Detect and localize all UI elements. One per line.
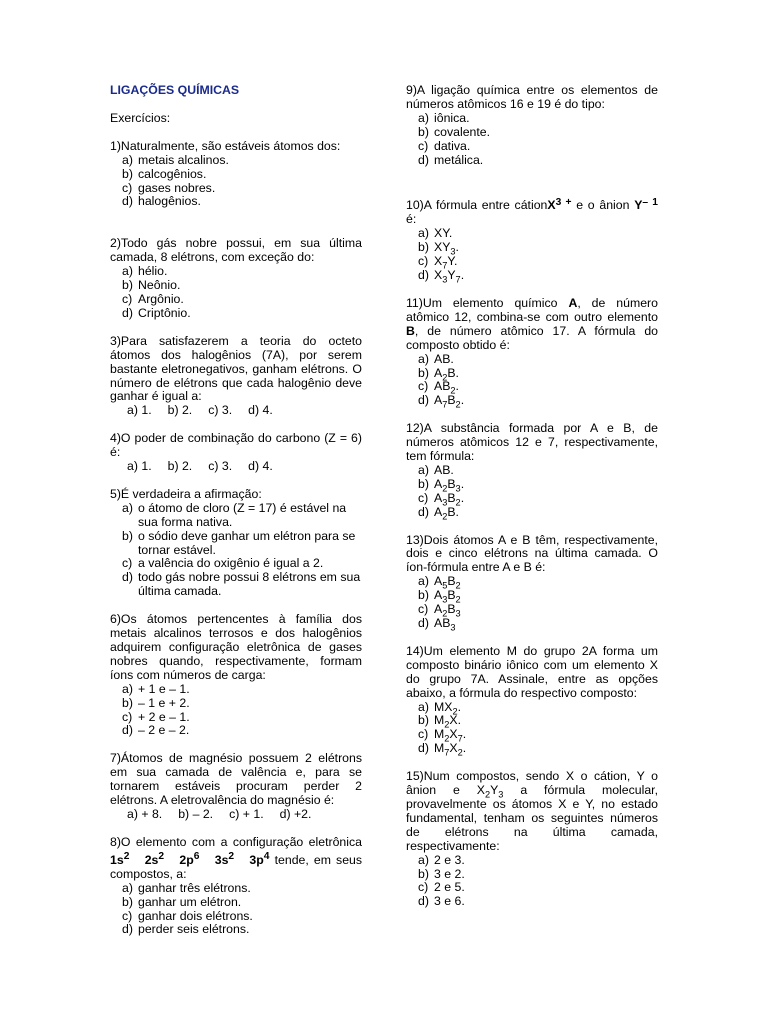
question-text: 15)Num compostos, sendo X o cátion, Y o ânion e $X_2Y_3$ a fórmula molecular, provavelmente os átomos X e Y, no estado fundamental, tenham os seguintes números de elétrons na última camada, respectivamente:: [406, 769, 659, 853]
option-text: $A_2B_3$: [434, 602, 461, 619]
question-text: [110, 836, 362, 882]
option-text: ganhar um elétron.: [138, 894, 242, 909]
option-text: hélio.: [138, 264, 168, 279]
question-11: [406, 297, 658, 408]
question-3: [110, 335, 362, 418]
option-item: [110, 711, 362, 725]
question-1: [110, 140, 362, 210]
options: [406, 701, 658, 757]
option-item: [406, 241, 658, 255]
option-letter: a): [122, 500, 133, 515]
options: [110, 683, 362, 739]
option-item: [110, 882, 362, 896]
option-text: $AB_2$.: [434, 379, 459, 396]
inline-option: d) 4.: [248, 403, 273, 418]
question-14: [406, 645, 658, 756]
option-text: $A_2B_3$.: [434, 476, 465, 494]
option-item: [110, 530, 362, 558]
option-text: iônica.: [434, 110, 470, 125]
option-text: + 2 e – 1.: [138, 709, 190, 724]
option-item: [110, 307, 362, 321]
question-8: [110, 836, 362, 937]
options: [406, 353, 658, 409]
options: [110, 154, 362, 210]
option-letter: d): [122, 305, 133, 320]
option-item: [406, 895, 658, 909]
question-7: [110, 752, 362, 822]
option-text: AB.: [434, 351, 454, 366]
inline-option: c) 3.: [208, 459, 233, 474]
option-text: 3 e 2.: [434, 866, 465, 881]
option-item: [406, 701, 658, 715]
option-letter: d): [122, 922, 133, 937]
option-item: [406, 742, 658, 756]
question-text: 3)Para satisfazerem a teoria do octeto átomos dos halogênios (7A), por serem bastante eletronegativos, ganham elétrons. O número de elétrons que cada halogênio deve ganhar é igual a:: [110, 333, 362, 404]
option-letter: b): [122, 278, 133, 293]
question-6: [110, 613, 362, 738]
anion-symbol: Y: [634, 198, 643, 213]
option-letter: c): [122, 180, 133, 195]
option-letter: b): [418, 124, 429, 139]
option-text: $A_2B$.: [434, 504, 459, 522]
option-item: [406, 112, 658, 126]
inline-option: b) – 2.: [178, 806, 214, 821]
element-b: B: [406, 323, 415, 338]
option-item: [406, 854, 658, 868]
option-letter: d): [122, 570, 133, 585]
option-letter: a): [122, 880, 133, 895]
option-letter: d): [418, 268, 429, 283]
option-text: $X_7Y$.: [434, 254, 458, 271]
option-text: perder seis elétrons.: [138, 922, 250, 937]
option-text: $A_3B_2$.: [434, 490, 465, 508]
inline-options: [110, 404, 362, 418]
inline-options: [110, 460, 362, 474]
option-item: [110, 697, 362, 711]
option-item: [110, 910, 362, 924]
option-item: [406, 589, 658, 603]
option-text: covalente.: [434, 124, 491, 139]
option-item: [406, 269, 658, 283]
inline-options: [110, 808, 362, 822]
question-9: [406, 84, 658, 167]
question-text: 7)Átomos de magnésio possuem 2 elétrons em sua camada de valência e, para se tornarem estáveis procuram perder 2 elétrons. A eletrovalência do magnésio é:: [110, 751, 362, 808]
option-text: o átomo de cloro (Z = 17) é estável na sua forma nativa.: [138, 500, 347, 529]
option-item: [110, 265, 362, 279]
option-item: [406, 617, 658, 631]
option-item: [406, 492, 658, 506]
cation-symbol: X: [547, 198, 556, 213]
option-item: [110, 154, 362, 168]
option-text: ganhar três elétrons.: [138, 880, 251, 895]
option-item: [406, 575, 658, 589]
options: [110, 265, 362, 321]
option-text: XY.: [434, 226, 453, 241]
inline-option: a) 1.: [127, 459, 152, 474]
option-letter: a): [418, 699, 429, 714]
option-item: [406, 506, 658, 520]
option-item: [406, 881, 658, 895]
option-text: halogênios.: [138, 194, 201, 209]
inline-option: c) + 1.: [229, 806, 264, 821]
question-text: 4)O poder de combinação do carbono (Z = 6) é:: [110, 431, 362, 460]
option-letter: d): [418, 616, 429, 630]
option-item: [406, 154, 658, 168]
inline-option: d) +2.: [279, 806, 312, 821]
option-letter: c): [122, 908, 133, 923]
option-text: $XY_3$.: [434, 240, 459, 257]
option-item: [406, 255, 658, 269]
option-letter: b): [418, 240, 429, 255]
option-item: [110, 896, 362, 910]
option-item: [110, 923, 362, 937]
option-item: [406, 868, 658, 882]
option-item: [110, 195, 362, 209]
option-letter: b): [418, 476, 429, 491]
option-letter: a): [418, 110, 429, 125]
options: [406, 112, 658, 168]
question-5: [110, 488, 362, 599]
option-text: $A_3B_2$: [434, 588, 461, 605]
option-letter: b): [418, 866, 429, 881]
question-13: [406, 534, 658, 631]
inline-option: b) 2.: [167, 459, 193, 474]
option-text: calcogênios.: [138, 166, 207, 181]
inline-option: b) 2.: [167, 403, 193, 418]
option-item: [110, 724, 362, 738]
option-letter: a): [122, 681, 133, 696]
option-text: $A_5B_2$: [434, 574, 461, 591]
inline-option: a) 1.: [127, 403, 152, 418]
question-text: 11)Um elemento químico A, de número atômico 12, combina-se com outro elemento B, de número atômico 17. A fórmula do composto obtido é:: [406, 295, 658, 352]
options: [406, 854, 658, 910]
option-item: [110, 502, 362, 530]
option-item: [406, 227, 658, 241]
option-text: a valência do oxigênio é igual a 2.: [138, 556, 324, 571]
option-text: Criptônio.: [138, 305, 191, 320]
option-text: $A_2B$.: [434, 365, 459, 382]
option-text: AB.: [434, 462, 454, 477]
option-text: + 1 e – 1.: [138, 681, 190, 696]
option-item: [406, 367, 658, 381]
option-item: [110, 293, 362, 307]
element-a: A: [568, 295, 578, 310]
option-letter: c): [122, 556, 133, 571]
option-text: Neônio.: [138, 278, 181, 293]
question-text: 2)Todo gás nobre possui, em sua última camada, 8 elétrons, com exceção do:: [110, 236, 362, 265]
option-letter: d): [122, 723, 133, 738]
question-text: 10)A fórmula entre cátionX$^{3 +}$ e o ânion $Y^{- 1}$ é:: [406, 196, 658, 227]
option-text: Argônio.: [138, 291, 184, 306]
option-letter: a): [418, 226, 429, 241]
options: [110, 502, 362, 599]
question-4: [110, 432, 362, 474]
document-title: LIGAÇÕES QUÍMICAS: [110, 83, 240, 97]
option-text: metálica.: [434, 152, 484, 167]
option-item: [406, 464, 658, 478]
question-text: 12)A substância formada por A e B, de números atômicos 12 e 7, respectivamente, tem fórmula:: [406, 421, 658, 464]
option-letter: c): [418, 379, 429, 394]
option-text: $M_2X$.: [434, 713, 462, 730]
option-text: ganhar dois elétrons.: [138, 908, 253, 923]
option-item: [406, 394, 658, 408]
option-letter: b): [418, 713, 429, 728]
option-text: $AB_3$: [434, 616, 456, 633]
option-letter: b): [122, 166, 133, 181]
question-text: 1)Naturalmente, são estáveis átomos dos:: [110, 138, 341, 153]
option-letter: b): [122, 528, 133, 543]
option-text: $M_2X_7$.: [434, 727, 467, 744]
option-text: 3 e 6.: [434, 894, 465, 909]
option-item: [110, 683, 362, 697]
option-letter: b): [122, 695, 133, 710]
option-text: $A_7B_2$.: [434, 393, 465, 410]
question-10: [406, 195, 658, 283]
option-text: metais alcalinos.: [138, 152, 229, 167]
option-letter: b): [418, 365, 429, 380]
option-letter: c): [418, 138, 429, 153]
option-text: 2 e 3.: [434, 852, 465, 867]
option-letter: a): [418, 852, 429, 867]
option-text: o sódio deve ganhar um elétron para se tornar estável.: [138, 528, 356, 557]
option-letter: c): [122, 709, 133, 724]
option-letter: d): [418, 152, 429, 167]
option-text: gases nobres.: [138, 180, 216, 195]
option-text: – 2 e – 2.: [138, 723, 190, 738]
option-item: [406, 126, 658, 140]
option-letter: a): [418, 574, 429, 589]
question-text: 14)Um elemento M do grupo 2A forma um composto binário iônico com um elemento X do grupo 7A. Assinale, entre as opções abaixo, a fórmula do respectivo composto:: [406, 643, 658, 700]
option-letter: c): [418, 490, 429, 505]
inline-option: c) 3.: [208, 403, 233, 418]
option-letter: b): [122, 894, 133, 909]
option-letter: c): [418, 602, 429, 617]
option-text: $MX_2$.: [434, 699, 462, 716]
option-letter: c): [418, 254, 429, 269]
option-item: [406, 728, 658, 742]
molecular-formula: $X_2Y_3$: [476, 783, 504, 800]
question-text: 9)A ligação química entre os elementos de números atômicos 16 e 19 é do tipo:: [406, 83, 658, 111]
option-letter: c): [418, 880, 429, 895]
electron-configuration: $1s^2$ $2s^2$ $2p^6$ $3s^2$ $3p^4$: [110, 850, 270, 867]
exercises-heading: Exercícios:: [110, 110, 171, 125]
option-item: [406, 353, 658, 367]
question-text: 5)É verdadeira a afirmação:: [110, 486, 262, 501]
option-letter: a): [122, 264, 133, 279]
option-text: dativa.: [434, 138, 471, 153]
option-letter: a): [122, 152, 133, 167]
option-item: [110, 168, 362, 182]
option-item: [110, 571, 362, 599]
option-item: [110, 557, 362, 571]
option-text: $X_3Y_7$.: [434, 268, 465, 285]
options: [406, 464, 658, 520]
option-item: [406, 380, 658, 394]
option-text: $M_7X_2$.: [434, 741, 467, 758]
left-column: [110, 84, 362, 937]
question-2: [110, 237, 362, 320]
option-item: [406, 714, 658, 728]
option-text: 2 e 5.: [434, 880, 465, 895]
question-12: [406, 421, 658, 522]
option-letter: b): [418, 588, 429, 603]
option-item: [110, 279, 362, 293]
question-text-end: tende, em seus compostos, a:: [110, 852, 363, 881]
option-item: [406, 603, 658, 617]
option-letter: c): [122, 291, 133, 306]
option-item: [406, 478, 658, 492]
question-text-start: 8)O elemento com a configuração eletrônica: [110, 834, 362, 849]
question-text: 13)Dois átomos A e B têm, respectivamente, dois e cinco elétrons na última camada. O íon-fórmula entre A e B é:: [406, 532, 658, 575]
options: [406, 227, 658, 283]
option-letter: d): [122, 194, 133, 209]
option-letter: a): [418, 351, 429, 366]
option-item: [110, 182, 362, 196]
option-letter: d): [418, 393, 429, 408]
option-text: todo gás nobre possui 8 elétrons em sua última camada.: [138, 570, 361, 599]
option-item: [406, 140, 658, 154]
option-letter: d): [418, 894, 429, 909]
inline-option: d) 4.: [248, 459, 273, 474]
question-15: [406, 770, 658, 909]
question-text: 6)Os átomos pertencentes à família dos metais alcalinos terrosos e dos halogênios adquirem configuração eletrônica de gases nobres quando, respectivamente, formam íons com números de carga:: [110, 612, 362, 682]
option-letter: d): [418, 741, 429, 756]
option-letter: d): [418, 504, 429, 519]
options: [406, 575, 658, 631]
inline-option: a) + 8.: [127, 806, 163, 821]
options: [110, 882, 362, 938]
option-text: – 1 e + 2.: [138, 695, 190, 710]
option-letter: c): [418, 727, 429, 742]
right-column: [406, 84, 658, 909]
option-letter: a): [418, 462, 429, 477]
